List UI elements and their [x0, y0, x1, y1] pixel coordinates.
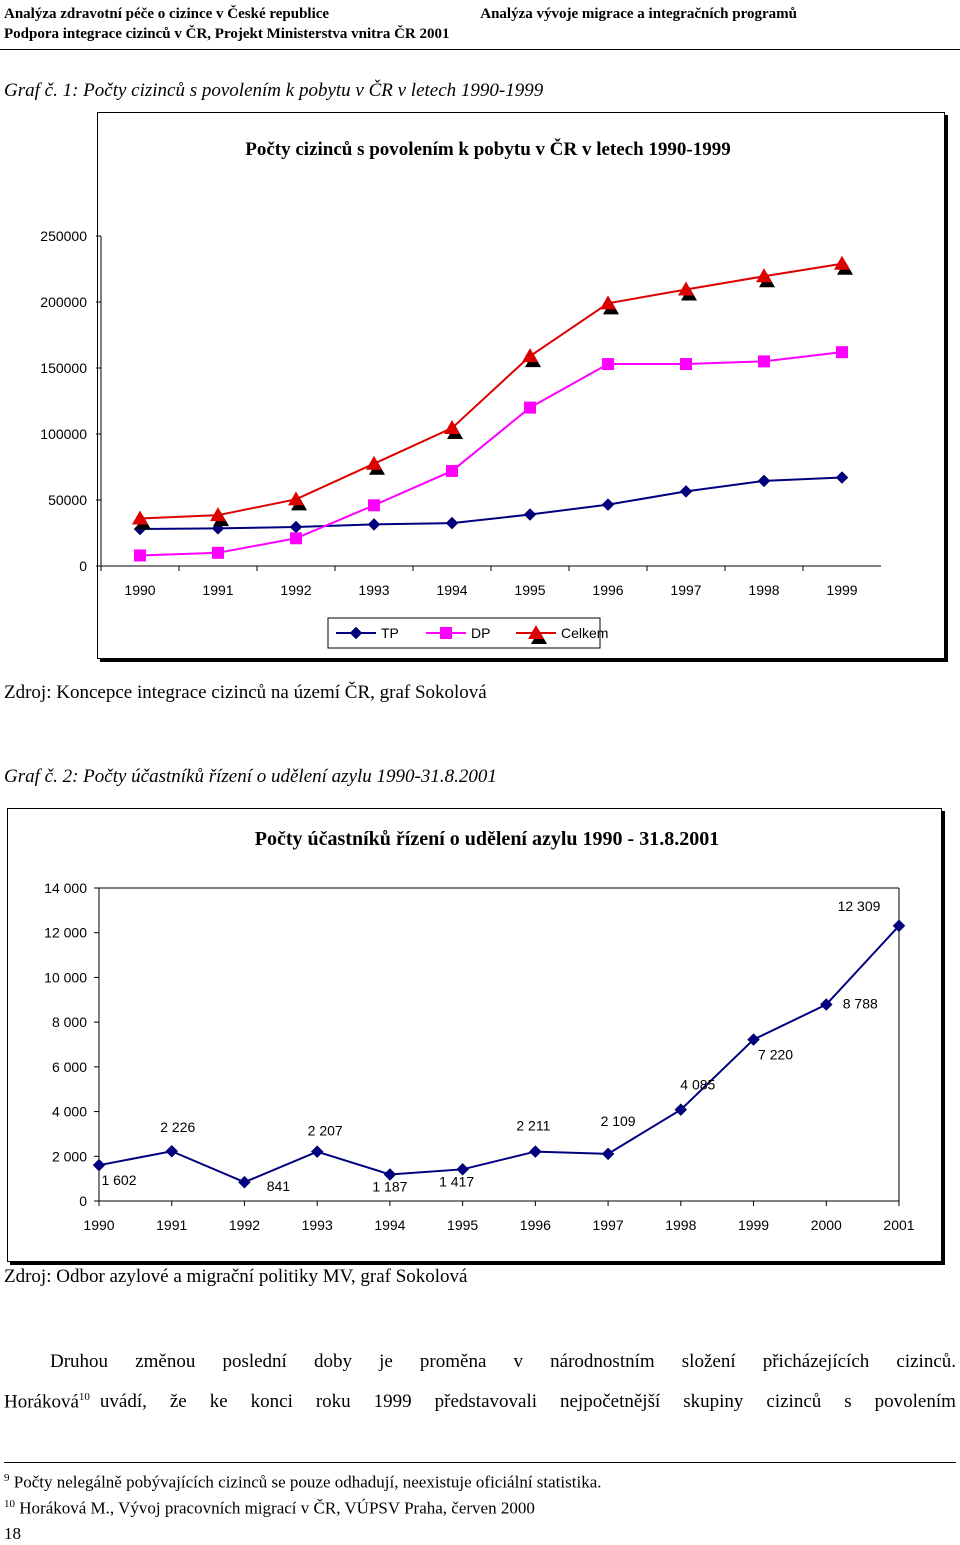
chart2-data-label: 8 788 [842, 995, 878, 1012]
chart2-data-label: 1 417 [439, 1173, 475, 1190]
paragraph-2-word: konci [250, 1391, 293, 1412]
figure1-source: Zdroj: Koncepce integrace cizinců na území ČR, graf Sokolová [4, 682, 487, 703]
chart2-x-tick-label: 1991 [156, 1217, 188, 1233]
chart1-point-celkem [834, 256, 850, 270]
chart1-series-line-celkem [140, 264, 842, 519]
chart2-data-label: 2 226 [160, 1119, 196, 1136]
header-right: Analýza vývoje migrace a integračních programů [480, 6, 797, 22]
chart2-x-tick-label: 1990 [83, 1217, 115, 1233]
chart2-y-tick-label: 0 [79, 1193, 87, 1209]
footnote-rule [4, 1462, 956, 1463]
chart1-point-tp [680, 485, 692, 497]
chart2-data-label: 2 109 [600, 1112, 636, 1129]
chart1-legend-label: Celkem [561, 625, 609, 641]
chart1-x-tick-label: 1991 [202, 582, 234, 598]
chart1-x-tick-label: 1994 [436, 582, 468, 598]
footnote-9: $^9$ Počty nelegálně pobývajících cizinců se pouze odhadují, neexistuje oficiální statistika. [4, 1472, 602, 1492]
chart2-point [93, 1159, 105, 1171]
chart1-point-celkem [366, 456, 382, 470]
chart1-series-line-tp [140, 478, 842, 529]
chart1-point-tp [836, 472, 848, 484]
paragraph-2-word: uvádí, [99, 1391, 147, 1412]
footnote-10: $^{10}$ Horáková M., Vývoj pracovních migrací v ČR, VÚPSV Praha, červen 2000 [4, 1498, 535, 1518]
chart1-point-tp [290, 521, 302, 533]
chart1-y-tick-label: 50000 [48, 492, 87, 508]
chart1-point-dp [368, 499, 380, 511]
chart1-series-line-dp [140, 352, 842, 555]
header-rule [0, 49, 960, 50]
paragraph-2-text [100, 1391, 956, 1413]
paragraph-2-word: povolením [874, 1391, 956, 1412]
chart2-data-label: 1 187 [372, 1178, 408, 1195]
chart1-point-dp [446, 465, 458, 477]
chart1-point-tp [446, 517, 458, 529]
chart2-y-tick-label: 10 000 [44, 969, 87, 986]
chart2-x-tick-label: 1999 [737, 1217, 770, 1233]
chart2-x-tick-label: 2000 [810, 1217, 842, 1233]
chart2-data-label: 841 [266, 1178, 291, 1195]
chart2-y-tick-label: 2 000 [51, 1148, 87, 1165]
chart2-point [238, 1176, 250, 1188]
chart2-x-tick-label: 1997 [592, 1217, 624, 1233]
paragraph-2-word: skupiny [683, 1391, 744, 1412]
chart1-y-tick-label: 0 [79, 558, 87, 574]
chart2-y-tick-label: 12 000 [44, 924, 87, 941]
chart1-y-tick-label: 200000 [40, 294, 87, 310]
chart1-frame [40, 112, 945, 659]
chart2-data-label: 1 602 [101, 1172, 137, 1189]
chart1-y-tick-label: 150000 [40, 360, 87, 376]
chart2-y-tick-label: 8 000 [51, 1014, 87, 1031]
chart2 [8, 809, 941, 1261]
chart1-x-tick-label: 1999 [826, 582, 858, 598]
figure2-caption: Graf č. 2: Počty účastníků řízení o udělení azylu 1990-31.8.2001 [4, 766, 497, 787]
chart2-point [602, 1148, 614, 1160]
chart1-point-dp [524, 402, 536, 414]
chart1-point-dp [290, 532, 302, 544]
chart1-point-dp [602, 358, 614, 370]
header-project: Podpora integrace cizinců v ČR, Projekt Ministerstva vnitra ČR 2001 [4, 26, 450, 42]
paragraph-2-word: s [844, 1391, 852, 1412]
chart2-x-tick-label: 1996 [519, 1217, 551, 1233]
chart1-point-tp [368, 518, 380, 530]
chart1-point-dp [836, 346, 848, 358]
chart1-legend-marker [440, 627, 452, 639]
chart2-data-label: 4 085 [680, 1076, 716, 1093]
chart1-point-tp [524, 509, 536, 521]
chart1-point-dp [134, 549, 146, 561]
paragraph-2-word: představovali [434, 1391, 538, 1412]
chart1-point-dp [680, 358, 692, 370]
chart2-point [311, 1146, 323, 1158]
paragraph-2-word: cizinců [766, 1391, 822, 1412]
chart1-point-tp [758, 475, 770, 487]
chart1-legend-label: DP [471, 625, 491, 641]
paragraph-2-word: 1999 [373, 1391, 412, 1412]
chart1-legend [328, 618, 608, 648]
chart1-point-dp [212, 547, 224, 559]
chart2-point [529, 1146, 541, 1158]
chart1-legend-label: TP [381, 625, 399, 641]
chart2-x-tick-label: 2001 [883, 1217, 915, 1233]
chart2-title: Počty účastníků řízení o udělení azylu 1990 - 31.8.2001 [254, 828, 720, 850]
chart2-data-label: 2 211 [516, 1117, 551, 1134]
paragraph-2-word: ke [209, 1391, 228, 1412]
chart1-x-tick-label: 1998 [748, 582, 780, 598]
chart2-frame [7, 808, 942, 1262]
paragraph-2-author: Horáková$^{10}$ [4, 1391, 90, 1413]
chart1-x-tick-label: 1993 [358, 582, 390, 598]
chart2-data-label: 2 207 [307, 1122, 343, 1139]
chart1-x-tick-label: 1990 [124, 582, 156, 598]
chart1-x-tick-label: 1997 [670, 582, 702, 598]
chart2-y-tick-label: 6 000 [51, 1058, 87, 1075]
chart1-point-celkem [288, 491, 304, 505]
chart2-x-tick-label: 1995 [447, 1217, 479, 1233]
chart2-x-tick-label: 1993 [301, 1217, 333, 1233]
paragraph-2-word: roku [315, 1391, 351, 1412]
chart2-y-tick-label: 14 000 [44, 880, 87, 896]
chart1 [40, 113, 944, 658]
chart1-x-tick-label: 1996 [592, 582, 624, 598]
chart1-point-tp [602, 499, 614, 511]
chart1-x-tick-label: 1995 [514, 582, 546, 598]
chart2-y-tick-label: 4 000 [51, 1103, 87, 1120]
chart1-title: Počty cizinců s povolením k pobytu v ČR v letech 1990-1999 [245, 139, 731, 160]
chart2-x-tick-label: 1992 [228, 1217, 261, 1233]
chart2-x-tick-label: 1998 [665, 1217, 697, 1233]
chart2-x-tick-label: 1994 [374, 1217, 406, 1233]
chart1-y-tick-label: 250000 [40, 228, 87, 244]
header-left: Analýza zdravotní péče o cizince v České republice [4, 6, 330, 22]
paragraph-1: Druhou změnou poslední doby je proměna v národnostním složení přicházejících cizinců. [50, 1351, 956, 1372]
paragraph-2-word: že [169, 1391, 187, 1412]
paragraph-2-word: nejpočetnější [560, 1391, 661, 1412]
chart1-point-dp [758, 355, 770, 367]
figure2-source: Zdroj: Odbor azylové a migrační politiky MV, graf Sokolová [4, 1266, 468, 1287]
chart2-point [166, 1145, 178, 1157]
page-number: 18 [4, 1524, 21, 1543]
paragraph-2 [4, 1391, 956, 1413]
chart1-y-tick-label: 100000 [40, 426, 87, 442]
chart1-point-celkem [522, 348, 538, 362]
chart2-data-label: 12 309 [837, 897, 881, 914]
figure1-caption: Graf č. 1: Počty cizinců s povolením k pobytu v ČR v letech 1990-1999 [4, 80, 544, 101]
chart2-data-label: 7 220 [758, 1046, 794, 1063]
chart1-x-tick-label: 1992 [280, 582, 312, 598]
